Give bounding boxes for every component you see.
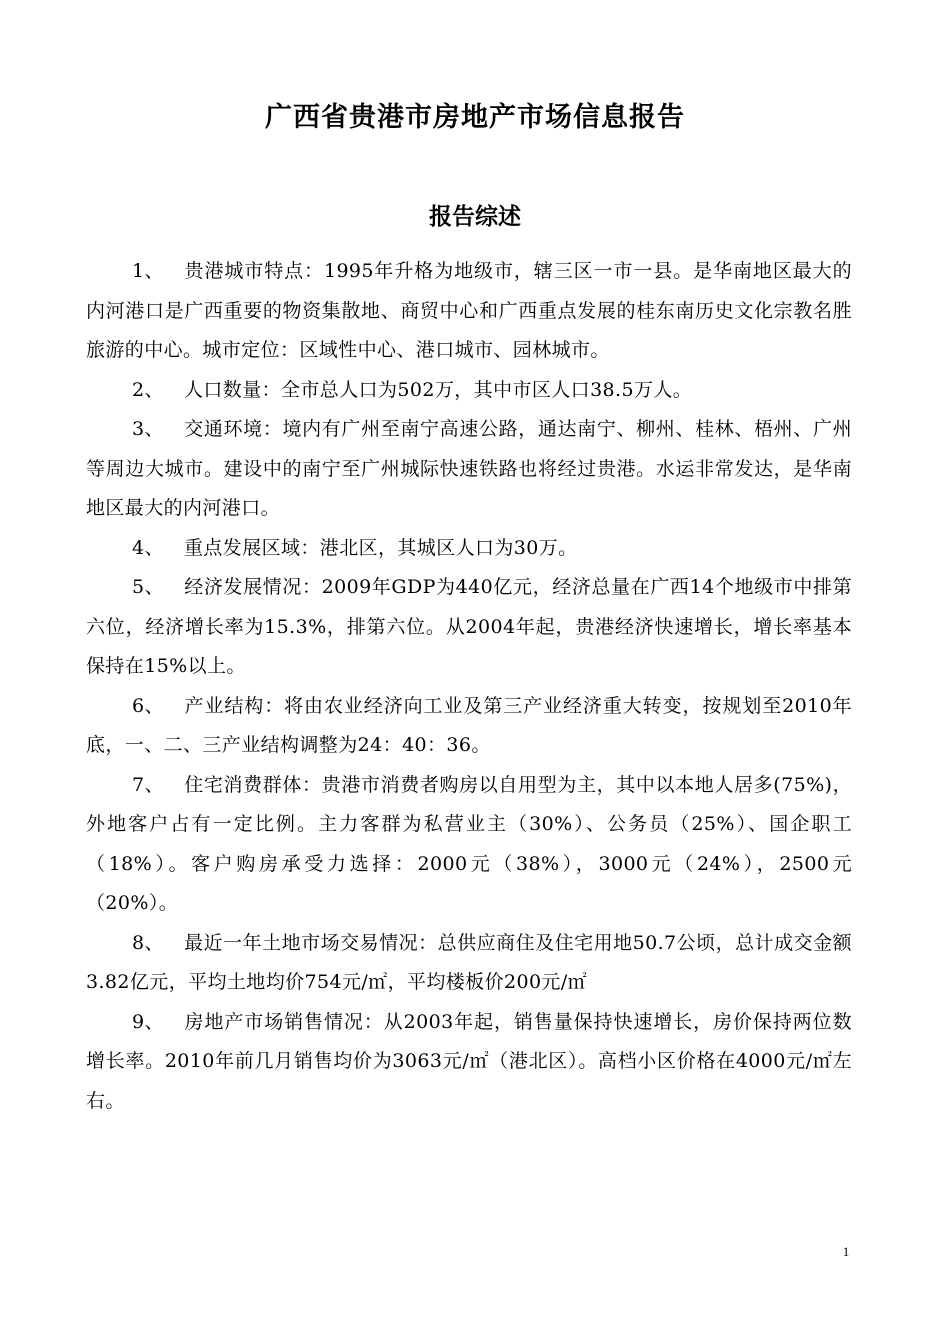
item-number: 8、 — [132, 931, 164, 954]
summary-item-4 — [86, 529, 852, 569]
summary-item-9 — [86, 1003, 852, 1122]
item-text: 人口数量：全市总人口为502万，其中市区人口38.5万人。 — [184, 378, 693, 401]
item-number: 4、 — [132, 536, 164, 559]
item-text: 重点发展区域：港北区，其城区人口为30万。 — [184, 536, 578, 559]
summary-list — [86, 252, 852, 1121]
summary-item-6 — [86, 687, 852, 766]
item-text: 住宅消费群体：贵港市消费者购房以自用型为主，其中以本地人居多(75%)，外地客户占有一定比例。主力客群为私营业主（30%）、公务员（25%）、国企职工（18%）。客户购房承受力选择：2000元（38%），3000元（24%），2500元（20%）。 — [86, 773, 852, 914]
item-number: 3、 — [132, 418, 164, 440]
summary-item-7 — [86, 766, 852, 924]
item-text: 经济发展情况：2009年GDP为440亿元，经济总量在广西14个地级市中排第六位，经济增长率为15.3%，排第六位。从2004年起，贵港经济快速增长，增长率基本保持在15%以上。 — [86, 576, 852, 677]
summary-item-1 — [86, 252, 852, 371]
item-text: 贵港城市特点：1995年升格为地级市，辖三区一市一县。是华南地区最大的内河港口是广西重要的物资集散地、商贸中心和广西重点发展的桂东南历史文化宗教名胜旅游的中心。城市定位：区域性中心、港口城市、园林城市。 — [86, 260, 852, 361]
item-text: 产业结构：将由农业经济向工业及第三产业经济重大转变，按规划至2010年底，一、二、三产业结构调整为24：40：36。 — [86, 694, 852, 756]
page-number: 1 — [842, 1244, 850, 1259]
item-text: 最近一年土地市场交易情况：总供应商住及住宅用地50.7公顷，总计成交金额3.82亿元，平均土地均价754元/㎡，平均楼板价200元/㎡ — [86, 931, 852, 993]
summary-item-8 — [86, 924, 852, 1003]
item-number: 6、 — [132, 694, 164, 717]
document-title: 广西省贵港市房地产市场信息报告 — [265, 102, 685, 133]
item-text: 房地产市场销售情况：从2003年起，销售量保持快速增长，房价保持两位数增长率。2010年前几月销售均价为3063元/㎡（港北区）。高档小区价格在4000元/㎡左右。 — [86, 1010, 852, 1112]
item-number: 7、 — [132, 773, 164, 796]
item-number: 2、 — [132, 378, 164, 401]
item-text: 交通环境：境内有广州至南宁高速公路，通达南宁、柳州、桂林、梧州、广州等周边大城市。建设中的南宁至广州城际快速铁路也将经过贵港。水运非常发达，是华南地区最大的内河港口。 — [86, 418, 852, 519]
section-title: 报告综述 — [429, 204, 521, 230]
item-number: 9、 — [132, 1010, 164, 1033]
summary-item-2 — [86, 371, 852, 411]
summary-item-5 — [86, 568, 852, 687]
summary-item-3 — [86, 410, 852, 529]
item-number: 5、 — [132, 576, 164, 598]
item-number: 1、 — [132, 260, 164, 282]
